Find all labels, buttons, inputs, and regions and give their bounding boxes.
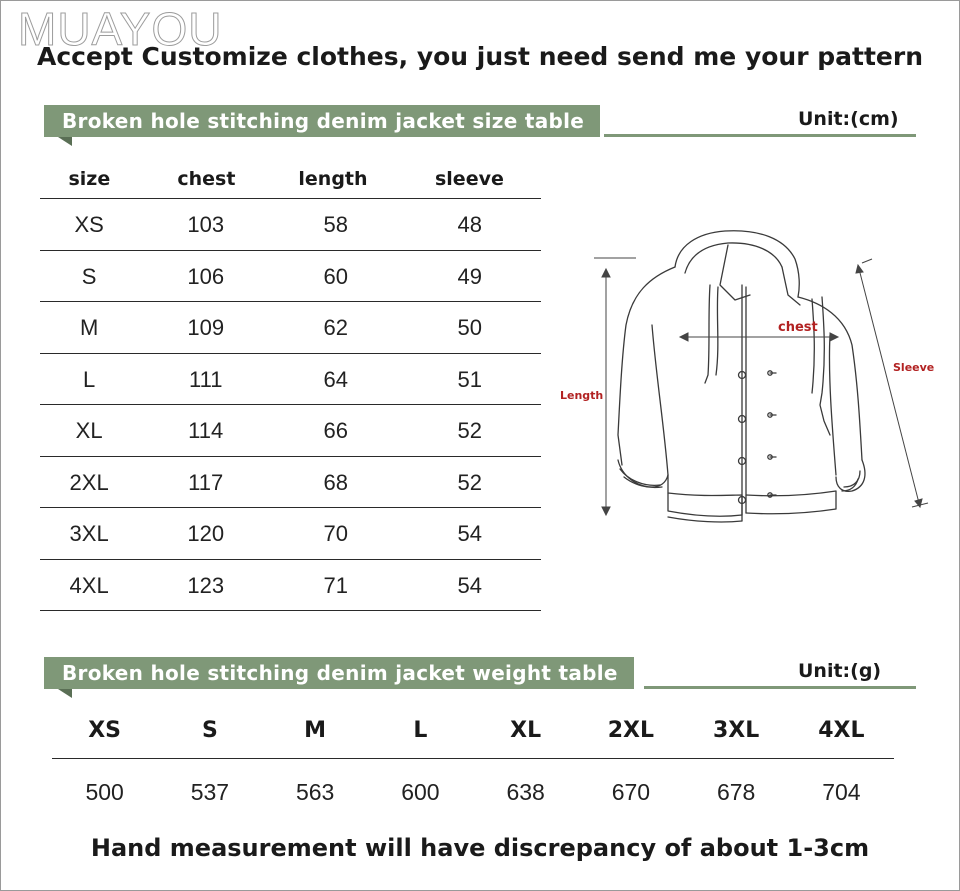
cell-sleeve: 50: [457, 315, 482, 340]
table-row: [40, 251, 541, 303]
weight-size-l: L: [413, 718, 428, 743]
table-row: [40, 508, 541, 560]
cell-chest: 114: [188, 418, 224, 443]
cell-sleeve: 48: [457, 212, 482, 237]
jacket-diagram: [560, 225, 940, 535]
cell-size: 4XL: [69, 572, 109, 598]
table-row: [40, 405, 541, 457]
jacket-sketch: [560, 225, 940, 535]
sleeve-label: Sleeve: [893, 361, 935, 374]
weight-size-s: S: [201, 718, 218, 743]
size-banner-tail: [58, 137, 72, 146]
weight-section-header: [44, 657, 916, 697]
cell-size: XL: [75, 418, 103, 443]
weight-table-values: [52, 759, 894, 819]
cell-length: 70: [323, 521, 349, 546]
weight-size-3xl: 3XL: [712, 718, 760, 743]
cell-sleeve: 54: [457, 521, 482, 546]
weight-value-2xl: 670: [611, 779, 651, 805]
cell-sleeve: 54: [457, 572, 482, 598]
cell-length: 68: [323, 469, 349, 495]
weight-section-rule: [644, 686, 916, 689]
weight-value-3xl: 678: [716, 779, 756, 805]
weight-value-m: 563: [295, 779, 335, 805]
cell-chest: 120: [187, 521, 225, 546]
cell-size: M: [79, 315, 99, 340]
cell-size: L: [83, 366, 96, 392]
weight-value-l: 600: [401, 779, 440, 805]
table-row: [40, 354, 541, 406]
cell-length: 60: [323, 263, 349, 289]
cell-length: 64: [323, 366, 349, 392]
weight-value-s: 537: [190, 779, 230, 805]
cell-length: 66: [323, 418, 349, 443]
weight-size-4xl: 4XL: [818, 718, 865, 743]
col-header-size: size: [68, 168, 111, 190]
cell-length: 58: [323, 212, 349, 237]
cell-chest: 103: [187, 212, 225, 237]
weight-unit: Unit:(g): [798, 660, 882, 682]
weight-table-header: [52, 708, 894, 759]
size-unit: Unit:(cm): [798, 108, 899, 130]
cell-length: 62: [323, 315, 349, 340]
size-table: [40, 160, 541, 611]
footer-note: Hand measurement will have discrepancy of about 1-3cm: [90, 834, 870, 862]
length-label: Length: [560, 389, 604, 402]
cell-size: S: [81, 263, 97, 289]
table-row: [40, 560, 541, 612]
col-header-length: length: [298, 168, 368, 190]
headline: Accept Customize clothes, you just need send me your pattern: [37, 42, 923, 71]
table-row: [40, 199, 541, 251]
weight-size-m: M: [304, 718, 327, 743]
cell-sleeve: 52: [457, 469, 482, 495]
weight-banner-tail: [58, 689, 72, 698]
cell-size: 3XL: [69, 521, 109, 546]
size-section-rule: [604, 134, 916, 137]
size-section-header: [44, 105, 916, 145]
cell-chest: 117: [188, 469, 224, 495]
cell-chest: 123: [187, 572, 225, 598]
weight-table: [52, 708, 894, 819]
chest-label: chest: [778, 320, 818, 335]
cell-size: XS: [74, 212, 104, 237]
cell-length: 71: [323, 572, 349, 598]
cell-chest: 111: [188, 366, 223, 392]
cell-sleeve: 52: [457, 418, 482, 443]
cell-size: 2XL: [69, 469, 109, 495]
weight-size-xs: XS: [88, 718, 122, 743]
cell-chest: 106: [187, 263, 225, 289]
size-table-header: [40, 160, 541, 199]
brand-watermark: MUAYOU: [18, 3, 223, 55]
size-section-title: Broken hole stitching denim jacket size table: [44, 105, 600, 137]
weight-size-2xl: 2XL: [607, 718, 655, 743]
cell-sleeve: 51: [457, 366, 482, 392]
table-row: [40, 302, 541, 354]
col-header-chest: chest: [177, 168, 236, 190]
table-row: [40, 457, 541, 509]
weight-value-xs: 500: [85, 779, 124, 805]
cell-chest: 109: [187, 315, 225, 340]
weight-value-xl: 638: [506, 779, 545, 805]
weight-size-xl: XL: [510, 718, 542, 743]
weight-value-4xl: 704: [822, 779, 861, 805]
cell-sleeve: 49: [457, 263, 482, 289]
col-header-sleeve: sleeve: [434, 168, 504, 190]
weight-section-title: Broken hole stitching denim jacket weight table: [44, 657, 634, 689]
